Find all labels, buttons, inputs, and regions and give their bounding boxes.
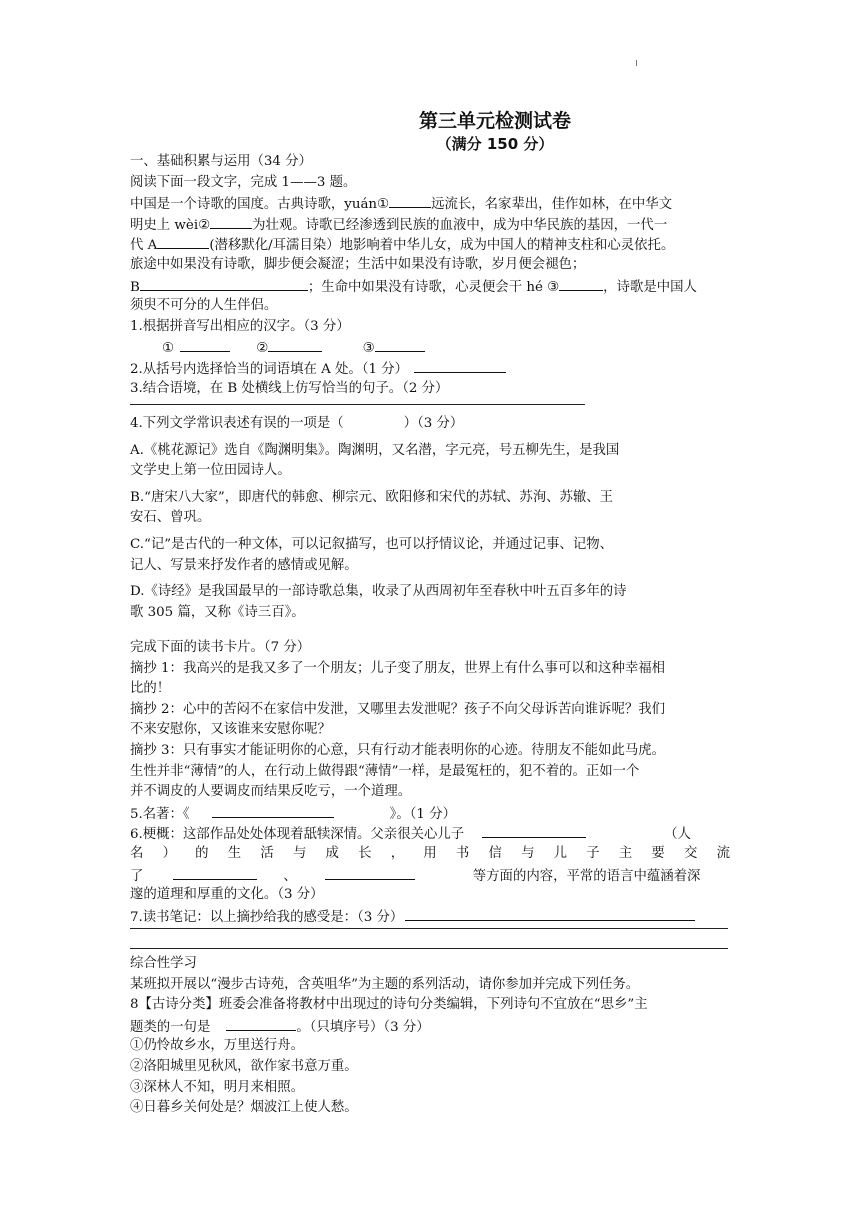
passage-line: B ；生命中如果没有诗歌，心灵便会干 hé ③ ，诗歌是中国人 <box>130 276 730 297</box>
section-basics <box>130 152 730 399</box>
excerpt-line: 摘抄 1：我高兴的是我又多了一个朋友；儿子变了朋友，世界上有什么事可以和这种幸福相 <box>130 660 666 676</box>
passage-line: 代 A (潜移默化/耳濡目染）地影响着中华儿女，成为中国人的精神支柱和心灵依托。 <box>130 234 730 255</box>
question-6: 6.梗概：这部作品处处体现着舐犊深情。父亲很关心儿子 （人 <box>130 823 730 844</box>
question-1: 1.根据拼音写出相应的汉字。（3 分） <box>130 318 350 334</box>
poem-option: ③深林人不知，明月来相照。 <box>130 1079 305 1095</box>
poem-option: ①仍怜故乡水，万里送行舟。 <box>130 1038 305 1054</box>
reading-instruction: 阅读下面一段文字，完成 1——3 题。 <box>130 174 357 190</box>
passage-line: 中国是一个诗歌的国度。古典诗歌，yuán① 远流长，名家辈出，佳作如林，在中华文 <box>130 193 730 214</box>
question-7: 7.读书笔记：以上摘抄给我的感受是：（3 分） <box>130 906 730 927</box>
question-8: 8【古诗分类】班委会准备将教材中出现过的诗句分类编辑，下列诗句不宜放在“思乡”主 <box>130 997 648 1013</box>
excerpt-line: 不来安慰你，又该谁来安慰你呢？ <box>130 722 331 738</box>
blank-3[interactable] <box>559 276 603 291</box>
page-subtitle: （满分 150 分） <box>436 135 554 153</box>
blank-2[interactable] <box>210 214 252 229</box>
content-blank-2[interactable] <box>325 865 415 880</box>
option-d: D.《诗经》是我国最早的一部诗歌总集，收录了从西周初年至春秋中叶五百多年的诗 <box>130 584 627 600</box>
question-6: 名）的生活与成长，用书信与儿子主要交流 <box>130 845 730 861</box>
answer-line-q7[interactable] <box>130 928 728 929</box>
option-a: 文学史上第一位田园诗人。 <box>130 463 291 479</box>
section-heading: 一、基础积累与运用（34 分） <box>130 154 312 169</box>
blank-1[interactable] <box>389 193 431 208</box>
option-d: 歌 305 篇，又称《诗三百》。 <box>130 604 305 620</box>
section-heading: 综合性学习 <box>130 956 197 971</box>
content-blank-1[interactable] <box>173 865 257 880</box>
option-c: C.“记”是古代的一种文体，可以记叙描写，也可以抒情议论，并通过记事、记物、 <box>130 536 613 552</box>
page-title: 第三单元检测试卷 <box>418 110 571 132</box>
passage-line: 明史上 wèi② 为壮观。诗歌已经渗透到民族的血液中，成为中华民族的基因，一代一 <box>130 214 730 235</box>
comprehensive-study <box>130 954 730 1119</box>
excerpt-line: 生性并非“薄情”的人，在行动上做得跟“薄情”一样，是最冤枉的，犯不着的。正如一个 <box>130 763 640 779</box>
blank-a[interactable] <box>157 234 209 249</box>
excerpt-line: 摘抄 2：心中的苦闷不在家信中发泄，又哪里去发泄呢？孩子不向父母诉苦向谁诉呢？我们 <box>130 701 666 717</box>
reading-card <box>130 638 730 926</box>
excerpt-line: 并不调皮的人要调皮而结果反吃亏，一个道理。 <box>130 784 412 800</box>
question-5: 5.名著：《 》。（1 分） <box>130 803 730 824</box>
excerpt-line: 比的！ <box>130 681 171 697</box>
answer-blank-1[interactable] <box>180 337 230 352</box>
answer-line-q3[interactable] <box>130 404 585 405</box>
question-1-blanks: ① ② ③ <box>130 337 730 358</box>
option-b: 安石、曾巩。 <box>130 510 211 526</box>
q8-answer-blank[interactable] <box>226 1016 296 1031</box>
reading-note-blank[interactable] <box>405 906 695 921</box>
question-6: 了 、 等方面的内容，平常的语言中蕴涵着深 <box>130 865 730 886</box>
question-8: 题类的一句是 。（只填序号）（3 分） <box>130 1016 730 1037</box>
question-2: 2.从括号内选择恰当的词语填在 A 处。（1 分） <box>130 358 730 379</box>
question-6: 邃的道理和厚重的文化。（3 分） <box>130 887 324 903</box>
poem-option: ④日暮乡关何处是？烟波江上使人愁。 <box>130 1100 358 1116</box>
answer-blank-2[interactable] <box>268 337 322 352</box>
answer-line-q7[interactable] <box>130 948 728 949</box>
option-b: B.“唐宋八大家”，即唐代的韩愈、柳宗元、欧阳修和宋代的苏轼、苏洵、苏辙、王 <box>130 489 614 505</box>
answer-blank-3[interactable] <box>375 337 425 352</box>
option-a: A.《桃花源记》选自《陶渊明集》。陶渊明，又名潜，字元亮，号五柳先生，是我国 <box>130 442 620 458</box>
answer-blank-q2[interactable] <box>414 358 506 373</box>
poem-option: ②洛阳城里见秋风，欲作家书意万重。 <box>130 1058 358 1074</box>
question-4-stem: 4.下列文学常识表述有误的一项是（ ）（3 分） <box>130 416 464 431</box>
passage-line: 须臾不可分的人生伴侣。 <box>130 298 278 314</box>
question-3: 3.结合语境，在 B 处横线上仿写恰当的句子。（2 分） <box>130 380 449 396</box>
activity-intro: 某班拟开展以“漫步古诗苑，含英咀华”为主题的系列活动，请你参加并完成下列任务。 <box>130 976 640 992</box>
reading-card-intro: 完成下面的读书卡片。（7 分） <box>130 640 311 655</box>
excerpt-line: 摘抄 3：只有事实才能证明你的心意，只有行动才能表明你的心迹。待朋友不能如此马虎。 <box>130 742 666 758</box>
passage-line: 旅途中如果没有诗歌，脚步便会凝涩；生活中如果没有诗歌，岁月便会褪色； <box>130 256 586 272</box>
son-name-blank[interactable] <box>482 823 586 838</box>
book-title-blank[interactable] <box>212 803 334 818</box>
page-mark <box>636 60 637 66</box>
question-4 <box>130 414 730 623</box>
blank-b[interactable] <box>140 276 308 291</box>
option-c: 记人、写景来抒发作者的感情或见解。 <box>130 557 358 573</box>
